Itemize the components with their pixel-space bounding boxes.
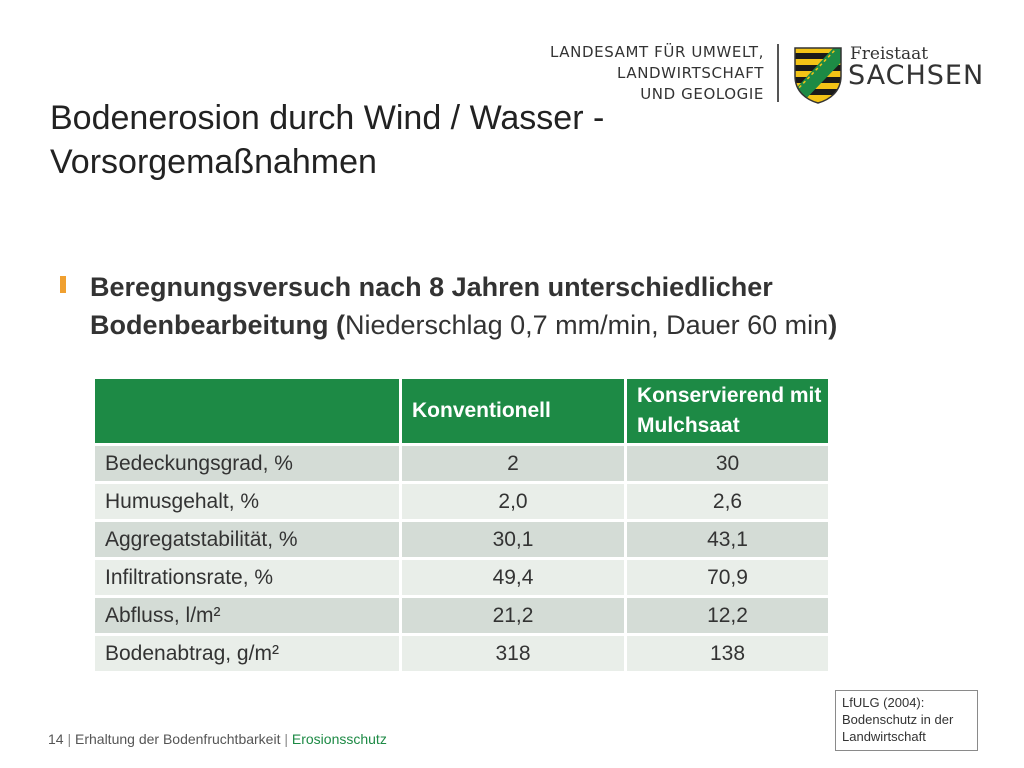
row-label: Infiltrationsrate, % bbox=[94, 559, 401, 597]
table-row bbox=[94, 445, 830, 483]
table-row bbox=[94, 597, 830, 635]
table-row bbox=[94, 635, 830, 673]
header-konventionell: Konventionell bbox=[401, 378, 626, 445]
source-line-1: LfULG (2004): bbox=[842, 695, 925, 710]
row-label: Bodenabtrag, g/m² bbox=[94, 635, 401, 673]
value-konventionell: 49,4 bbox=[401, 559, 626, 597]
value-konventionell: 2 bbox=[401, 445, 626, 483]
source-line-3: Landwirtschaft bbox=[842, 729, 926, 744]
row-label: Humusgehalt, % bbox=[94, 483, 401, 521]
bullet-details: Niederschlag 0,7 mm/min, Dauer 60 min bbox=[345, 310, 829, 340]
source-line-2: Bodenschutz in der bbox=[842, 712, 954, 727]
slide-title bbox=[50, 96, 710, 184]
bullet-bold-line-2: Bodenbearbeitung ( bbox=[90, 310, 345, 340]
agency-line-3: UND GEOLOGIE bbox=[640, 85, 764, 103]
value-konventionell: 318 bbox=[401, 635, 626, 673]
table-header-row bbox=[94, 378, 830, 445]
value-konservierend: 43,1 bbox=[626, 521, 830, 559]
value-konventionell: 21,2 bbox=[401, 597, 626, 635]
state-label-big: SACHSEN bbox=[848, 60, 985, 91]
bullet-bold-line-1: Beregnungsversuch nach 8 Jahren unterschiedlicher bbox=[90, 272, 773, 302]
header-konservierend: Konservierend mit Mulchsaat bbox=[626, 378, 830, 445]
value-konservierend: 12,2 bbox=[626, 597, 830, 635]
value-konservierend: 2,6 bbox=[626, 483, 830, 521]
value-konservierend: 30 bbox=[626, 445, 830, 483]
footer-separator: | bbox=[67, 731, 72, 747]
value-konservierend: 70,9 bbox=[626, 559, 830, 597]
table-row bbox=[94, 483, 830, 521]
agency-line-2: LANDWIRTSCHAFT bbox=[617, 64, 764, 82]
results-table bbox=[92, 376, 831, 674]
source-citation bbox=[835, 690, 978, 751]
table-row bbox=[94, 521, 830, 559]
title-line-2: Vorsorgemaßnahmen bbox=[50, 143, 377, 181]
footer-separator: | bbox=[284, 731, 288, 747]
page-number: 14 bbox=[48, 731, 64, 747]
state-label-small: Freistaat bbox=[850, 44, 929, 64]
footer bbox=[48, 731, 387, 747]
footer-subsection: Erosionsschutz bbox=[291, 731, 387, 747]
agency-line-1: LANDESAMT FÜR UMWELT, bbox=[550, 43, 764, 61]
row-label: Abfluss, l/m² bbox=[94, 597, 401, 635]
logo-divider bbox=[777, 44, 779, 102]
value-konventionell: 2,0 bbox=[401, 483, 626, 521]
saxony-crest-icon bbox=[793, 46, 843, 104]
bullet-close-paren: ) bbox=[828, 310, 838, 340]
bullet-marker bbox=[60, 276, 66, 293]
footer-section: Erhaltung der Bodenfruchtbarkeit bbox=[75, 731, 281, 747]
bullet-point bbox=[90, 268, 990, 344]
title-line-1: Bodenerosion durch Wind / Wasser - bbox=[50, 99, 605, 137]
header-empty-cell bbox=[94, 378, 401, 445]
value-konservierend: 138 bbox=[626, 635, 830, 673]
row-label: Bedeckungsgrad, % bbox=[94, 445, 401, 483]
row-label: Aggregatstabilität, % bbox=[94, 521, 401, 559]
table-row bbox=[94, 559, 830, 597]
value-konventionell: 30,1 bbox=[401, 521, 626, 559]
